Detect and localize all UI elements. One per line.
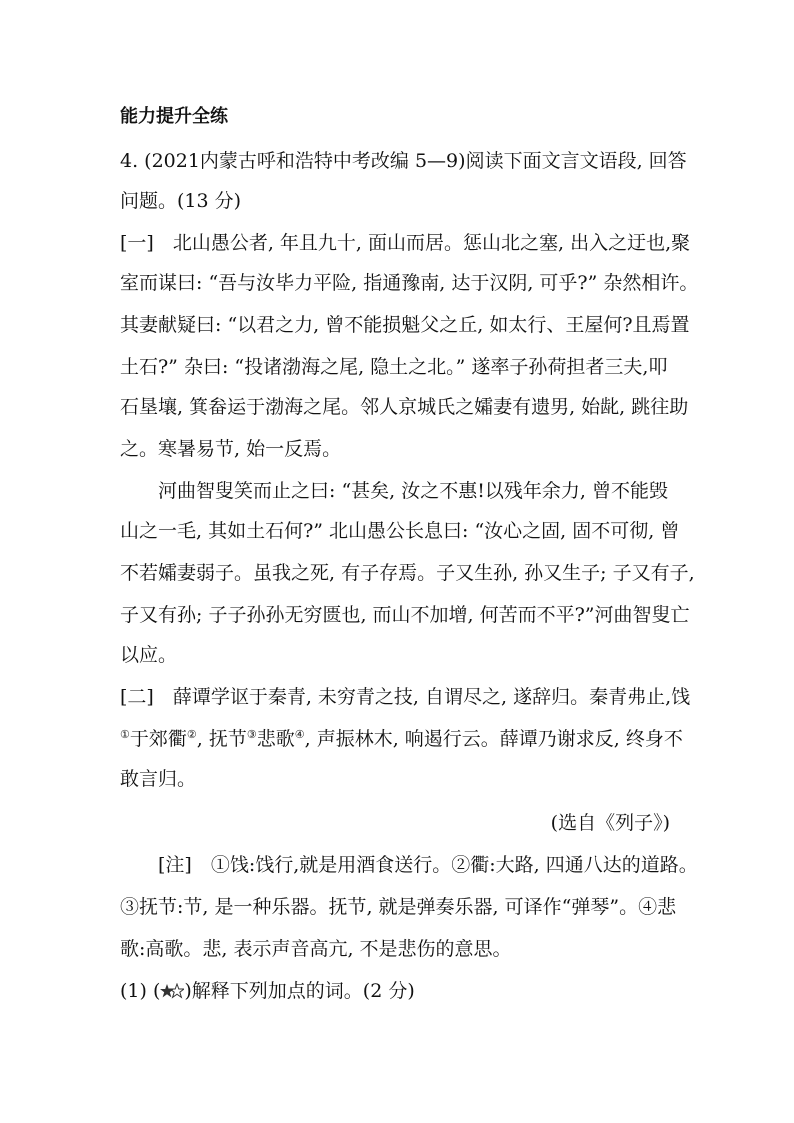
footnote-marker-3: ③	[246, 728, 257, 741]
footnote-marker-4: ④	[294, 728, 305, 741]
passage1-line-5: 石垦壤, 箕畚运于渤海之尾。邻人京城氏之孀妻有遗男, 始龀, 跳往助	[120, 396, 689, 418]
passage1-line-1: [一] 北山愚公者, 年且九十, 面山而居。惩山北之塞, 出入之迂也,聚	[120, 232, 691, 254]
passage2-text-c: 悲歌	[256, 728, 295, 750]
subquestion-prefix: (1) (	[120, 980, 161, 1002]
passage1-line-10: 子又有孙; 子子孙孙无穷匮也, 而山不加增, 何苦而不平?”河曲智叟亡	[120, 604, 690, 626]
passage1-line-9: 不若孀妻弱子。虽我之死, 有子存焉。子又生孙, 孙又生子; 子又有子,	[120, 562, 695, 584]
source-citation: (选自《列子》)	[550, 812, 670, 834]
passage1-line-6: 之。寒暑易节, 始一反焉。	[120, 438, 342, 460]
section-title: 能力提升全练	[120, 106, 228, 127]
two-star-difficulty-icon	[160, 983, 184, 999]
passage2-text-d: , 声振林木, 响遏行云。薛谭乃谢求反, 终身不	[304, 728, 683, 750]
question-line-2: 问题。(13 分)	[120, 190, 242, 212]
footnote-marker-2: ②	[186, 728, 197, 741]
passage2-line-3: 敢言归。	[120, 768, 197, 790]
passage1-line-11: 以应。	[120, 644, 178, 666]
passage1-line-8: 山之一毛, 其如土石何?” 北山愚公长息曰: “汝心之固, 固不可彻, 曾	[120, 520, 680, 542]
notes-line-3: 歌:高歌。悲, 表示声音高亢, 不是悲伤的意思。	[120, 938, 512, 960]
subquestion-1	[120, 982, 415, 1001]
footnote-marker-1: ①	[120, 728, 130, 741]
passage1-line-3: 其妻献疑曰: “以君之力, 曾不能损魁父之丘, 如太行、王屋何?且焉置	[120, 314, 690, 336]
passage1-line-2: 室而谋曰: “吾与汝毕力平险, 指通豫南, 达于汉阴, 可乎?” 杂然相许。	[120, 272, 699, 294]
notes-line-1: [注] ①饯:饯行,就是用酒食送行。②衢:大路, 四通八达的道路。	[158, 854, 698, 876]
subquestion-suffix: )解释下列加点的词。(2 分)	[184, 980, 415, 1002]
passage1-line-7: 河曲智叟笑而止之曰: “甚矣, 汝之不惠!以残年余力, 曾不能毁	[158, 480, 668, 502]
question-line-1: 4. (2021内蒙古呼和浩特中考改编 5—9)阅读下面文言文语段, 回答	[120, 150, 687, 172]
passage2-line-1: [二] 薛谭学讴于秦青, 未穷青之技, 自谓尽之, 遂辞归。秦青弗止,饯	[120, 686, 691, 708]
notes-line-2: ③抚节:节, 是一种乐器。抚节, 就是弹奏乐器, 可译作“弹琴”。④悲	[120, 896, 677, 918]
passage2-line-2	[120, 730, 683, 749]
passage2-text-a: 于郊衢	[129, 728, 187, 750]
passage1-line-4: 土石?” 杂曰: “投诸渤海之尾, 隐土之北。” 遂率子孙荷担者三夫,叩	[120, 356, 668, 378]
passage2-text-b: , 抚节	[196, 728, 247, 750]
